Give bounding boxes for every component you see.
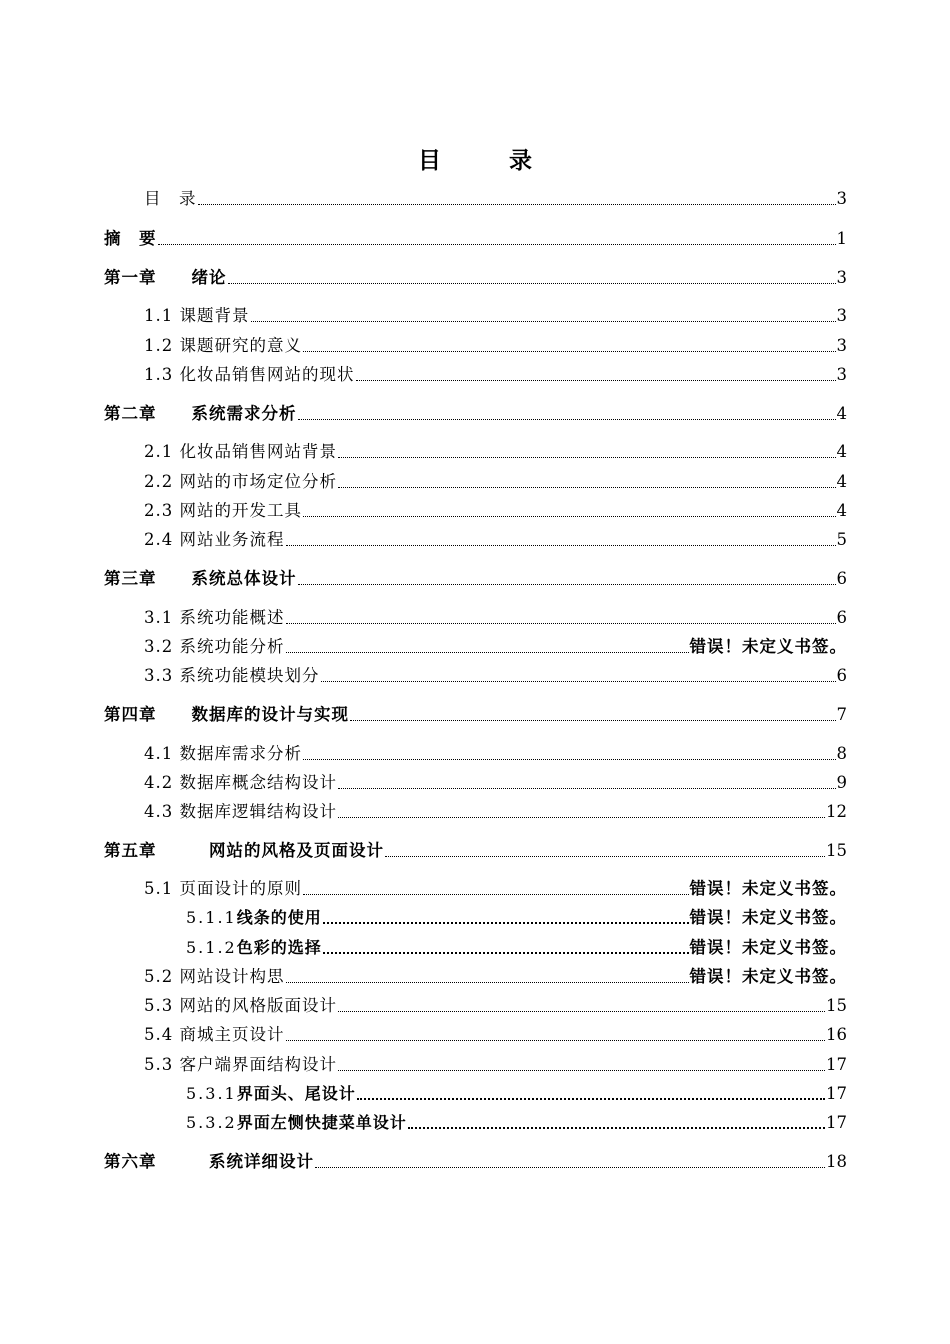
dot-leader <box>338 816 825 818</box>
toc-entry[interactable] <box>104 635 847 659</box>
toc-entry-label: 摘 要 <box>104 229 157 248</box>
dot-leader <box>158 243 836 245</box>
toc-page-number: 错误！未定义书签。 <box>689 938 847 957</box>
dot-leader <box>198 203 836 205</box>
toc-page-number: 17 <box>826 1055 847 1074</box>
toc-entry-number: 5.3.1 <box>186 1084 237 1103</box>
toc-page-number: 6 <box>836 666 847 685</box>
toc-entry[interactable] <box>104 470 847 494</box>
toc-entry[interactable] <box>104 266 847 290</box>
toc-entry-number: 5.1.1 <box>186 908 237 927</box>
toc-entry-label: 1.1 课题背景 <box>144 306 250 325</box>
dot-leader <box>357 1097 825 1100</box>
toc-entry-label: 第一章 绪论 <box>104 268 227 287</box>
toc-entry[interactable] <box>104 994 847 1018</box>
dot-leader <box>303 515 836 517</box>
toc-entry-label: 3.2 系统功能分析 <box>144 637 285 656</box>
toc-entry-label: 5.1 页面设计的原则 <box>144 879 302 898</box>
toc-page-number: 17 <box>826 1084 847 1103</box>
toc-page-number: 18 <box>826 1152 847 1171</box>
toc-entry[interactable] <box>104 1111 847 1135</box>
toc-page-number: 8 <box>836 744 847 763</box>
dot-leader <box>298 418 836 420</box>
dot-leader <box>286 1039 826 1041</box>
dot-leader <box>323 951 689 954</box>
dot-leader <box>303 893 689 895</box>
toc-entry-label: 1.3 化妆品销售网站的现状 <box>144 365 355 384</box>
toc-entry-label: 2.1 化妆品销售网站背景 <box>144 442 337 461</box>
toc-entry-label: 4.1 数据库需求分析 <box>144 744 302 763</box>
toc-page-number: 15 <box>826 996 847 1015</box>
toc-entry-text: 线条的使用 <box>236 908 322 927</box>
dot-leader <box>338 1069 825 1071</box>
toc-entry[interactable] <box>104 440 847 464</box>
toc-entry[interactable] <box>104 1082 847 1106</box>
toc-entry-label: 3.3 系统功能模块划分 <box>144 666 320 685</box>
toc-page-number: 6 <box>836 608 847 627</box>
dot-leader <box>321 680 836 682</box>
toc-entry-text: 色彩的选择 <box>236 938 322 957</box>
dot-leader <box>298 583 836 585</box>
toc-entry-label: 5.3 网站的风格版面设计 <box>144 996 337 1015</box>
toc-entry-label: 2.4 网站业务流程 <box>144 530 285 549</box>
toc-entry-label: 4.2 数据库概念结构设计 <box>144 773 337 792</box>
toc-page-number: 5 <box>836 530 847 549</box>
toc-entry-label: 目 录 <box>144 189 197 208</box>
toc-entry-label: 4.3 数据库逻辑结构设计 <box>144 802 337 821</box>
toc-entry-number: 5.1.2 <box>186 938 237 957</box>
dot-leader <box>286 651 689 653</box>
dot-leader <box>350 719 836 721</box>
toc-page-number: 12 <box>826 802 847 821</box>
dot-leader <box>338 787 836 789</box>
toc-entry-label: 第三章 系统总体设计 <box>104 569 297 588</box>
toc-entry[interactable] <box>104 334 847 358</box>
toc-entry[interactable] <box>104 906 847 930</box>
toc-entry[interactable] <box>104 1023 847 1047</box>
toc-page-number: 3 <box>836 268 847 287</box>
toc-entry-label: 2.3 网站的开发工具 <box>144 501 302 520</box>
toc-page-number: 3 <box>836 336 847 355</box>
toc-entry-label: 第六章 系统详细设计 <box>104 1152 314 1171</box>
toc-entry-label <box>186 1082 356 1106</box>
toc-entry[interactable] <box>104 304 847 328</box>
toc-entry[interactable] <box>104 839 847 863</box>
toc-entry[interactable] <box>104 877 847 901</box>
toc-entry[interactable] <box>104 771 847 795</box>
toc-entry[interactable] <box>104 703 847 727</box>
toc-entry[interactable] <box>104 664 847 688</box>
toc-page-number: 错误！未定义书签。 <box>689 637 847 656</box>
toc-entry-text: 界面头、尾设计 <box>236 1084 356 1103</box>
toc-entry[interactable] <box>104 800 847 824</box>
toc-entry[interactable] <box>104 363 847 387</box>
toc-entry-label: 5.2 网站设计构思 <box>144 967 285 986</box>
toc-entry[interactable] <box>104 227 847 251</box>
toc-page-number: 7 <box>836 705 847 724</box>
toc-entry[interactable] <box>104 1053 847 1077</box>
toc-entry-label: 1.2 课题研究的意义 <box>144 336 302 355</box>
toc-entry-label: 第二章 系统需求分析 <box>104 404 297 423</box>
toc-page-number: 9 <box>836 773 847 792</box>
toc-page-number: 错误！未定义书签。 <box>689 908 847 927</box>
dot-leader <box>286 622 836 624</box>
toc-entry-text: 界面左恻快捷菜单设计 <box>236 1113 407 1132</box>
toc-entry-label: 2.2 网站的市场定位分析 <box>144 472 337 491</box>
page-title: 目 录 <box>417 148 562 174</box>
toc-entry-label: 第五章 网站的风格及页面设计 <box>104 841 384 860</box>
dot-leader <box>356 379 836 381</box>
toc-page-number: 3 <box>836 306 847 325</box>
toc-entry-label <box>186 936 322 960</box>
dot-leader <box>338 456 836 458</box>
toc-entry-label: 3.1 系统功能概述 <box>144 608 285 627</box>
dot-leader <box>303 758 836 760</box>
toc-entry[interactable] <box>104 936 847 960</box>
dot-leader <box>286 544 836 546</box>
toc-entry-label: 5.3 客户端界面结构设计 <box>144 1055 337 1074</box>
toc-page-number: 1 <box>836 229 847 248</box>
toc-entry[interactable] <box>104 402 847 426</box>
toc-entry[interactable] <box>104 187 847 211</box>
toc-entry[interactable] <box>104 567 847 591</box>
dot-leader <box>228 282 836 284</box>
toc-entry[interactable] <box>104 1150 847 1174</box>
dot-leader <box>408 1126 825 1129</box>
dot-leader <box>323 921 689 924</box>
toc-page-number: 4 <box>836 472 847 491</box>
toc-entry[interactable] <box>104 499 847 523</box>
toc-entry[interactable] <box>104 606 847 630</box>
toc-entry-number: 5.3.2 <box>186 1113 237 1132</box>
toc-page-number: 3 <box>836 365 847 384</box>
toc-page-number: 4 <box>836 404 847 423</box>
dot-leader <box>315 1166 825 1168</box>
toc-entry[interactable] <box>104 742 847 766</box>
dot-leader <box>251 320 836 322</box>
toc-page-number: 4 <box>836 442 847 461</box>
toc-entry-label <box>186 1111 407 1135</box>
toc-page-number: 4 <box>836 501 847 520</box>
dot-leader <box>338 486 836 488</box>
toc-entry-label <box>186 906 322 930</box>
toc-entry-label: 第四章 数据库的设计与实现 <box>104 705 349 724</box>
toc-entry[interactable] <box>104 528 847 552</box>
toc-page-number: 6 <box>836 569 847 588</box>
dot-leader <box>286 981 689 983</box>
toc-page-number: 3 <box>836 189 847 208</box>
dot-leader <box>338 1010 825 1012</box>
toc-entry[interactable] <box>104 965 847 989</box>
dot-leader <box>385 855 825 857</box>
toc-page-number: 错误！未定义书签。 <box>689 967 847 986</box>
toc-entry-label: 5.4 商城主页设计 <box>144 1025 285 1044</box>
dot-leader <box>303 350 836 352</box>
toc-page-number: 错误！未定义书签。 <box>689 879 847 898</box>
toc-page-number: 17 <box>826 1113 847 1132</box>
toc-page-number: 15 <box>826 841 847 860</box>
toc-page-number: 16 <box>826 1025 847 1044</box>
